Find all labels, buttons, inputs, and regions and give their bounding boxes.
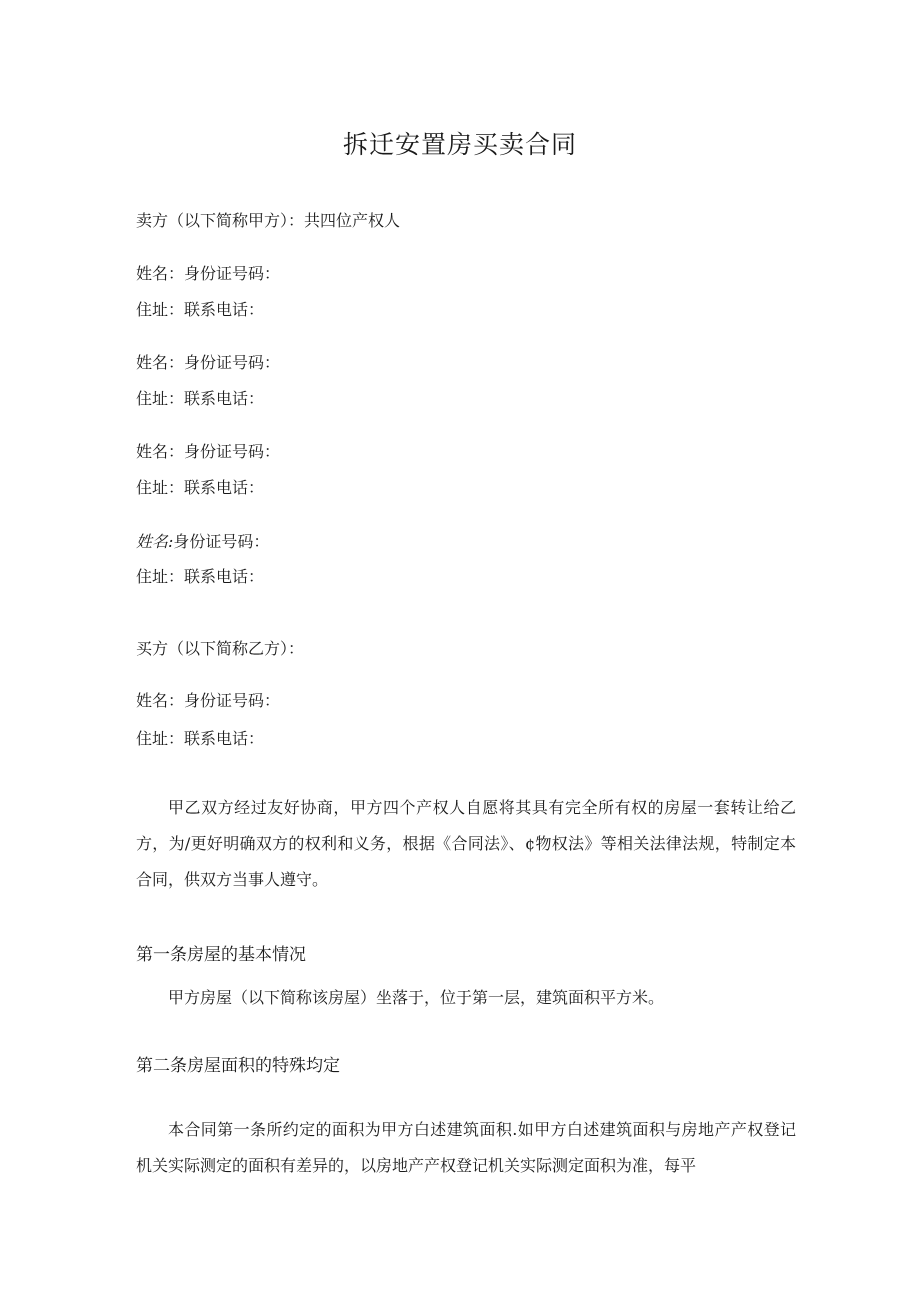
document-title: 拆迁安置房买卖合同 <box>342 130 577 159</box>
name-label: 姓名： <box>136 691 185 710</box>
seller-1-address-line <box>136 300 264 320</box>
seller-3-address-line <box>136 478 264 498</box>
id-label: 身份证号码： <box>173 532 270 551</box>
name-label: 姓名: <box>136 532 174 551</box>
phone-label: 联系电话： <box>184 729 265 748</box>
phone-label: 联系电话： <box>184 300 265 319</box>
phone-label: 联系电话： <box>184 389 265 408</box>
buyer-address-line <box>136 729 264 749</box>
seller-4-address-line <box>136 567 264 587</box>
seller-2-address-line <box>136 389 264 409</box>
seller-3-name-line <box>136 442 280 462</box>
id-label: 身份证号码： <box>184 353 281 372</box>
name-label: 姓名： <box>136 353 185 372</box>
name-label: 姓名： <box>136 442 185 461</box>
buyer-intro: 买方（以下简称乙方）： <box>136 639 305 658</box>
seller-2-name-line <box>136 353 280 373</box>
buyer-name-line <box>136 691 280 711</box>
article-2-body: 本合同第一条所约定的面积为甲方白述建筑面积.如甲方白述建筑面积与房地产产权登记机关实际测定的面积有差异的，以房地产产权登记机关实际测定面积为准，每平 <box>136 1120 796 1175</box>
seller-intro: 卖方（以下简称甲方）：共四位产权人 <box>136 211 401 230</box>
address-label: 住址： <box>136 300 185 319</box>
article-2-heading: 第二条房屋面积的特殊均定 <box>136 1056 340 1076</box>
name-label: 姓名： <box>136 264 185 283</box>
preamble-paragraph: 甲乙双方经过友好协商，甲方四个产权人自愿将其具有完全所有权的房屋一套转让给乙方，为/更好明确双方的权利和义务，根据《合同法》、¢物权法》等相关法律法规，特制定本合同，供双方当事人遵守。 <box>136 798 796 889</box>
address-label: 住址： <box>136 729 185 748</box>
article-1-body: 甲方房屋（以下简称该房屋）坐落于，位于第一层，建筑面积平方米。 <box>168 988 665 1007</box>
id-label: 身份证号码： <box>184 264 281 283</box>
address-label: 住址： <box>136 389 185 408</box>
id-label: 身份证号码： <box>184 691 281 710</box>
article-1-heading: 第一条房屋的基本情况 <box>136 945 306 965</box>
id-label: 身份证号码： <box>184 442 281 461</box>
address-label: 住址： <box>136 567 185 586</box>
seller-1-name-line <box>136 264 280 284</box>
phone-label: 联系电话： <box>184 478 265 497</box>
seller-4-name-line <box>136 532 269 552</box>
address-label: 住址： <box>136 478 185 497</box>
phone-label: 联系电话： <box>184 567 265 586</box>
